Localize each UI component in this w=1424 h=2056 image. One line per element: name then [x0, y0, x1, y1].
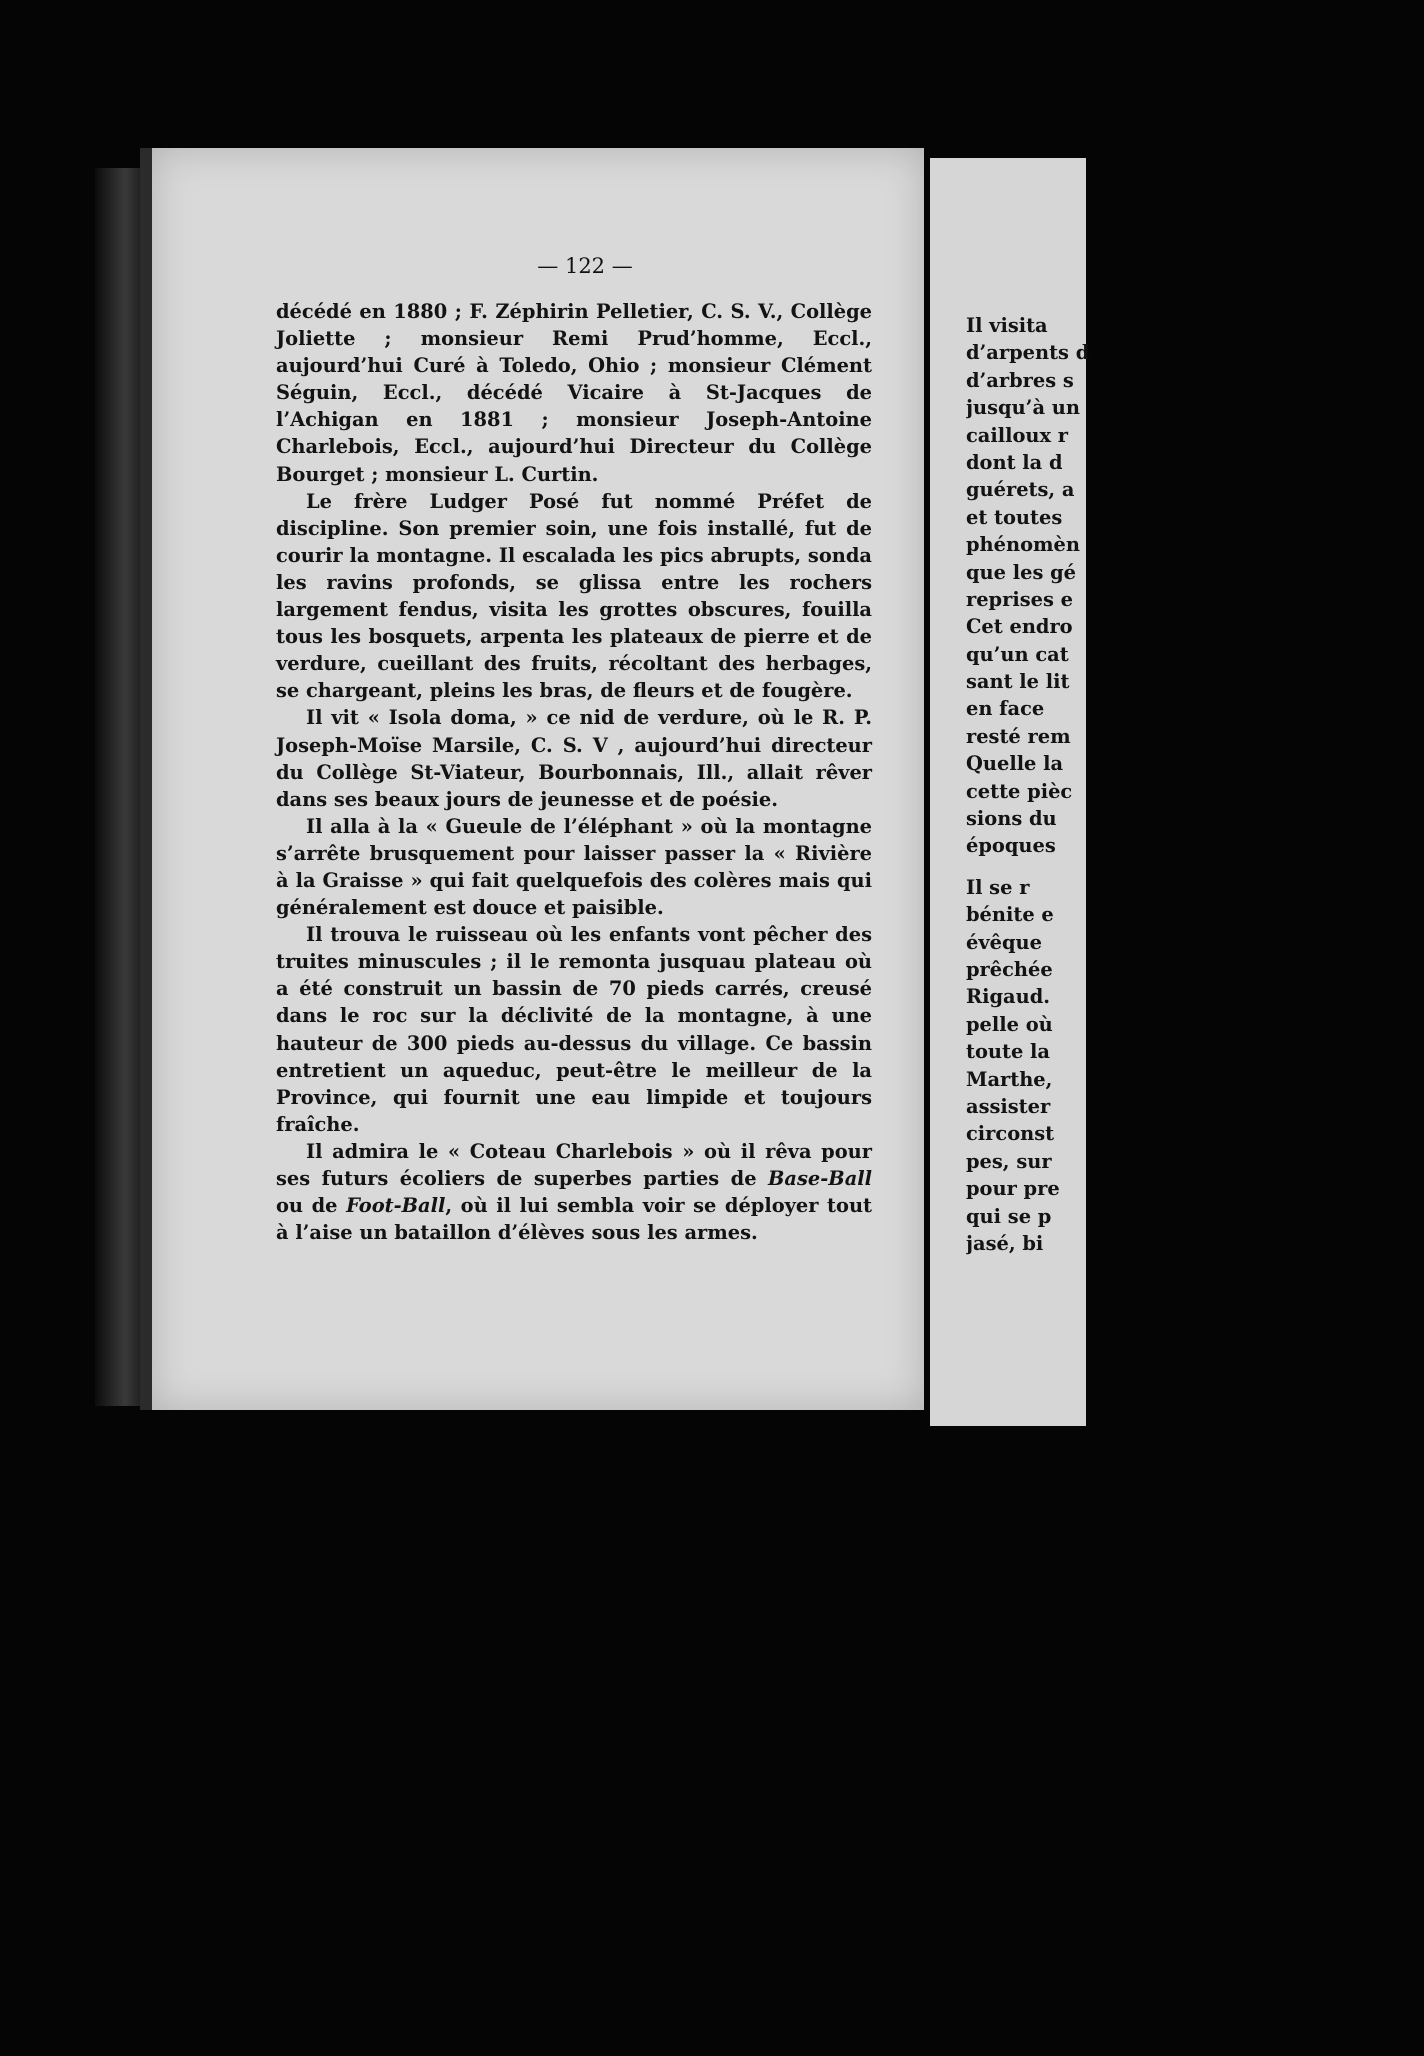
right-page-line: prêchée [966, 957, 1053, 981]
right-page-line: resté rem [966, 724, 1071, 748]
right-page-line: jusqu’à un [966, 396, 1080, 420]
right-page-line: assister [966, 1094, 1051, 1118]
paragraph-5: Il trouva le ruisseau où les enfants vont pêcher des truites minuscules ; il le remonta jusquau plateau où a été construit un bassin de 70 pieds carrés, creusé dans le roc sur la déclivité de la montagne, à une hauteur de 300 pieds au-dessus du village. Ce bassin entretient un aqueduc, peut-être le meilleur de la Province, qui fournit une eau limpide et toujours fraîche. [276, 923, 872, 1136]
right-page-line: pour pre [966, 1177, 1060, 1201]
right-page-line: phénomèn [966, 533, 1080, 557]
right-page-line: qui se p [966, 1204, 1052, 1228]
right-page-line: qu’un cat [966, 642, 1069, 666]
right-page-line: et toutes [966, 505, 1063, 529]
right-page-line: pes, sur [966, 1149, 1052, 1173]
right-page-line: guérets, a [966, 478, 1075, 502]
right-page-line: Il visita [966, 314, 1048, 337]
foot-ball-term: Foot-Ball [346, 1194, 446, 1218]
right-page-line: Cet endro [966, 615, 1073, 639]
right-page-line: pelle où [966, 1012, 1053, 1036]
paragraph-6-part-3: , où il lui sembla voir se déployer tout à l’aise un bataillon d’élèves sous les armes. [276, 1194, 872, 1245]
right-page-line: bénite e [966, 903, 1054, 927]
right-page-text [966, 312, 1096, 1257]
base-ball-term: Base-Ball [768, 1167, 872, 1190]
right-page-line: d’arpents d [966, 341, 1090, 365]
right-page-line: jasé, bi [966, 1231, 1044, 1255]
page-number: — 122 — [537, 254, 633, 278]
right-page-line: reprises e [966, 587, 1073, 611]
right-page-line: époques [966, 834, 1056, 858]
right-page-line: cailloux r [966, 423, 1069, 447]
right-page-line [966, 860, 1096, 874]
right-page-line: Marthe, [966, 1067, 1053, 1091]
paragraph-6-part-1: Il admira le « Coteau Charlebois » où il rêva pour ses futurs écoliers de superbes parties de [276, 1139, 872, 1190]
book-spine [95, 168, 145, 1406]
right-page-line: sions du [966, 807, 1057, 831]
right-page-line: dont la d [966, 450, 1063, 474]
paragraph-2: Le frère Ludger Posé fut nommé Préfet de discipline. Son premier soin, une fois installé, fut de courir la montagne. Il escalada les pics abrupts, sonda les ravins profonds, se glissa entre les rochers largement fendus, visita les grottes obscures, fouilla tous les bosquets, arpenta les plateaux de pierre et de verdure, cueillant des fruits, récoltant des herbages, se chargeant, pleins les bras, de fleurs et de fougère. [276, 489, 872, 703]
paragraph-6-part-2: ou de [276, 1194, 347, 1218]
left-page-text [276, 298, 872, 1246]
right-page-line: Quelle la [966, 752, 1064, 776]
right-page-line: Il se r [966, 875, 1030, 899]
right-page-line: évêque [966, 930, 1042, 954]
paragraph-4: Il alla à la « Gueule de l’éléphant » où la montagne s’arrête brusquement pour laisser passer la « Rivière à la Graisse » qui fait quelquefois des colères mais qui généralement est douce et paisible. [276, 814, 872, 920]
paragraph-3: Il vit « Isola doma, » ce nid de verdure, où le R. P. Joseph-Moïse Marsile, C. S. V , aujourd’hui directeur du Collège St-Viateur, Bourbonnais, Ill., allait rêver dans ses beaux jours de jeunesse et de poésie. [276, 706, 872, 811]
right-page-line: en face [966, 697, 1045, 721]
right-page-line: sant le lit [966, 670, 1070, 694]
right-page-line: d’arbres s [966, 368, 1074, 392]
right-page-line: Rigaud. [966, 985, 1051, 1009]
right-page-line: toute la [966, 1040, 1050, 1064]
paragraph-1: décédé en 1880 ; F. Zéphirin Pelletier, C. S. V., Collège Joliette ; monsieur Remi Prud’homme, Eccl., aujourd’hui Curé à Toledo, Ohio ; monsieur Clément Séguin, Eccl., décédé Vicaire à St-Jacques de l’Achigan en 1881 ; monsieur Joseph-Antoine Charlebois, Eccl., aujourd’hui Directeur du Collège Bourget ; monsieur L. Curtin. [276, 300, 872, 486]
paragraph-6 [276, 1138, 872, 1246]
right-page-line: que les gé [966, 560, 1077, 584]
right-page-line: circonst [966, 1122, 1055, 1146]
right-page-line: cette pièc [966, 779, 1073, 803]
